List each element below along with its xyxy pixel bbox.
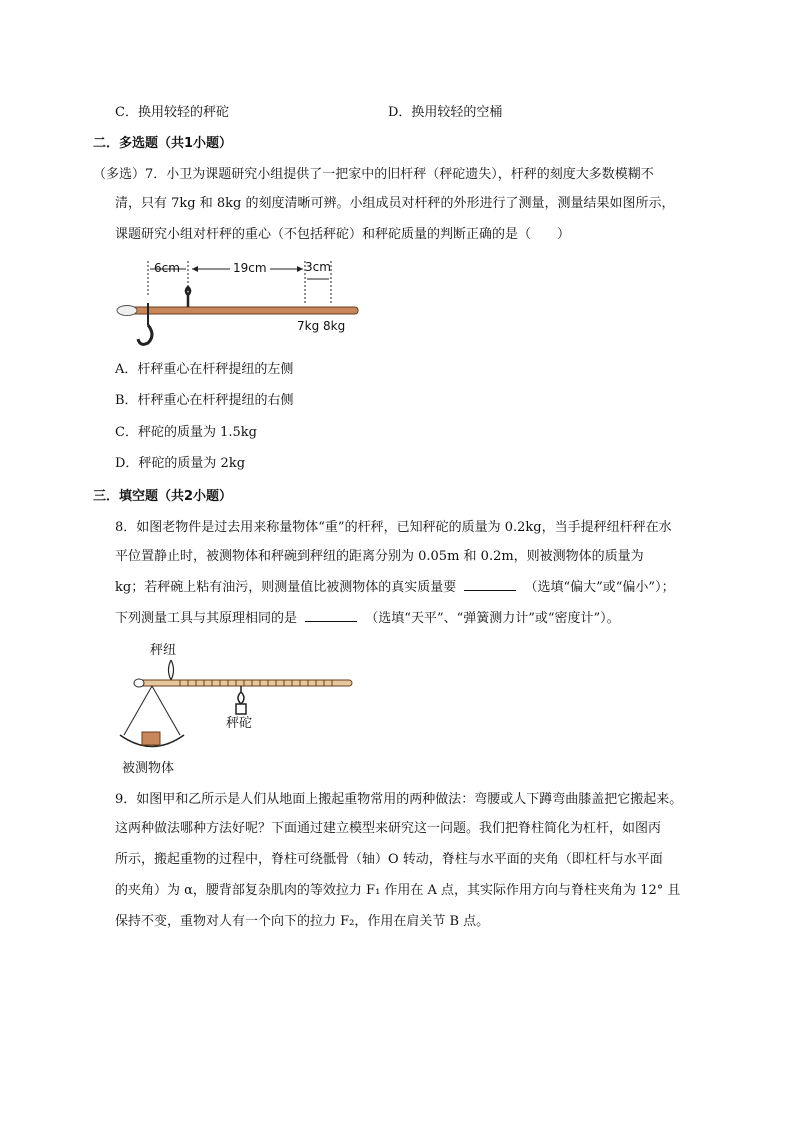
- steelyard-beam: [132, 307, 358, 314]
- knob-loop: [169, 660, 174, 680]
- q7-line-1: （多选）7．小卫为课题研究小组提供了一把家中的旧杆秤（秤砣遗失），杆秤的刻度大多数模糊不: [93, 167, 654, 182]
- section-title-multiple-choice: 二．多选题（共1小题）: [93, 136, 233, 151]
- beam-end-cap: [117, 306, 137, 316]
- q8-line-4-text-a: 下列测量工具与其原理相同的是: [115, 611, 298, 626]
- q7-option-b: B．杆秤重心在杆秤提纽的右侧: [115, 393, 294, 408]
- answer-blank[interactable]: [464, 578, 516, 591]
- q9-line-5: 保持不变，重物对人有一个向下的拉力 F₂，作用在肩关节 B 点。: [115, 914, 490, 929]
- q8-line-2: 平位置静止时，被测物体和秤碗到秤纽的距离分别为 0.05m 和 0.2m，则被测物体的质量为: [115, 549, 644, 564]
- q9-line-1: 9．如图甲和乙所示是人们从地面上搬起重物常用的两种做法：弯腰或人下蹲弯曲膝盖把它搬起来。: [115, 792, 683, 807]
- mark-7kg: 7kg: [297, 319, 320, 333]
- answer-blank[interactable]: [305, 609, 357, 622]
- label-weight: 秤砣: [226, 716, 253, 731]
- steelyard-beam: [140, 680, 352, 686]
- pan-string: [124, 686, 152, 735]
- section-title-fill-in: 三．填空题（共2小题）: [93, 489, 233, 504]
- q9-line-4: 的夹角）为 α，腰背部复杂肌肉的等效拉力 F₁ 作用在 A 点，其实际作用方向与脊柱夹角为 12° 且: [115, 883, 681, 898]
- q7-line-2: 清，只有 7kg 和 8kg 的刻度清晰可辨。小组成员对杆秤的外形进行了测量，测量结果如图所示，: [115, 196, 675, 211]
- q9-line-2: 这两种做法哪种方法好呢？下面通过建立模型来研究这一问题。我们把脊柱简化为杠杆，如图丙: [115, 821, 662, 836]
- q6-option-d: D．换用较轻的空桶: [388, 105, 503, 120]
- q6-option-c: C．换用较轻的秤砣: [115, 105, 229, 120]
- q8-line-1: 8．如图老物件是过去用来称量物体“重”的杆秤，已知秤砣的质量为 0.2kg，当手提秤纽杆秤在水: [115, 520, 672, 535]
- q9-line-3: 所示，搬起重物的过程中，脊柱可绕骶骨（轴）O 转动，脊柱与水平面的夹角（即杠杆与水平面: [115, 852, 663, 867]
- q8-line-3-text-a: kg；若秤碗上粘有油污，则测量值比被测物体的真实质量要: [115, 580, 457, 595]
- q7-option-c: C．秤砣的质量为 1.5kg: [115, 425, 257, 440]
- measured-object: [142, 732, 160, 745]
- arrowhead: [192, 266, 198, 272]
- label-knob: 秤纽: [150, 643, 177, 658]
- q8-line-3-text-b: （选填“偏大”或“偏小”）；: [524, 580, 675, 595]
- dim-label-3cm: 3cm: [305, 260, 331, 274]
- q8-steelyard-figure: [110, 640, 370, 780]
- q7-option-d: D．秤砣的质量为 2kg: [115, 456, 246, 471]
- dim-label-6cm: 6cm: [154, 261, 180, 275]
- q7-option-a: A．杆秤重心在杆秤提纽的左侧: [115, 362, 294, 377]
- weight-string: [238, 686, 244, 704]
- q8-line-4: [115, 609, 620, 629]
- hook: [138, 325, 152, 344]
- q7-line-3: 课题研究小组对杆秤的重心（不包括秤砣）和秤砣质量的判断正确的是（ ）: [115, 227, 571, 242]
- beam-end-cap: [134, 679, 144, 687]
- q8-line-4-text-b: （选填“天平”、“弹簧测力计”或“密度计”）。: [365, 611, 620, 626]
- q8-line-3: [115, 578, 675, 598]
- q7-steelyard-figure: [110, 255, 370, 355]
- pan-string: [152, 686, 180, 735]
- label-object: 被测物体: [122, 761, 175, 776]
- weight-block: [236, 704, 246, 714]
- dim-label-19cm: 19cm: [233, 261, 267, 275]
- arrowhead: [297, 266, 303, 272]
- mark-8kg: 8kg: [323, 319, 346, 333]
